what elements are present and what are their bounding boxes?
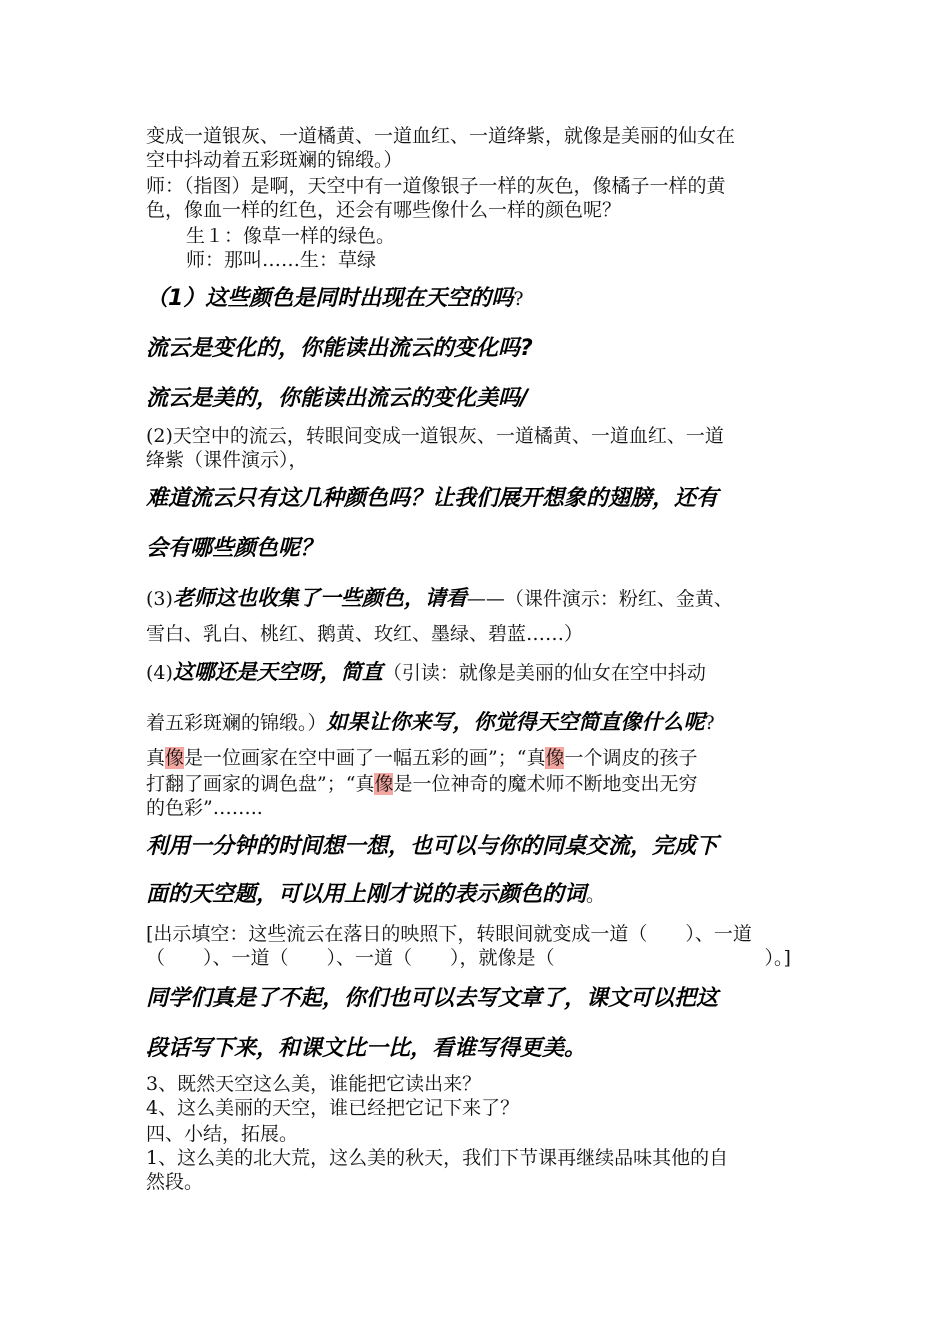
text-tail: 。 (586, 884, 606, 906)
fill-blank-line (146, 946, 791, 970)
text-line: 师：那叫……生：草绿 (186, 249, 377, 271)
text-line (146, 710, 715, 735)
text-part: （ ）、一道（ ）、一道（ ），就像是（ (146, 947, 555, 969)
question-line: 难道流云只有这几种颜色吗？让我们展开想象的翅膀，还有 (146, 486, 719, 511)
text-line (146, 746, 698, 770)
item-number: (4) (146, 662, 173, 684)
bold-text: 面的天空题，可以用上刚才说的表示颜色的词 (146, 882, 587, 907)
text-rest: （引读：就像是美丽的仙女在空中抖动 (382, 662, 706, 684)
text-line: 色，像血一样的红色，还会有哪些像什么一样的颜色呢？ (146, 199, 622, 221)
text-line: 绛紫（课件演示）， (146, 449, 308, 471)
question-line: 流云是变化的，你能读出流云的变化吗? (146, 336, 533, 361)
text-part: 是一位画家在空中画了一幅五彩的画”；“真 (184, 747, 546, 769)
question-line: 同学们真是了不起，你们也可以去写文章了，课文可以把这 (146, 986, 719, 1011)
text-start: 着五彩斑斓的锦缎。） (146, 712, 327, 734)
text-part: 打翻了画家的调色盘”；“真 (146, 773, 375, 795)
text-part: 一个调皮的孩子 (564, 747, 698, 769)
bold-text: （1）这些颜色是同时出现在天空的吗 (146, 286, 514, 311)
question-line: 会有哪些颜色呢？ (146, 536, 323, 561)
item-number: (3) (146, 588, 173, 610)
text-line: 生１：像草一样的绿色。 (186, 225, 396, 247)
text-tail: ? (704, 712, 715, 734)
question-line: 段话写下来，和课文比一比，看谁写得更美。 (146, 1036, 587, 1061)
text-line: 然段。 (146, 1171, 204, 1193)
text-line: (2)天空中的流云，转眼间变成一道银灰、一道橘黄、一道血红、一道 (146, 425, 724, 447)
text-rest: ——（课件演示：粉红、金黄、 (466, 588, 733, 610)
bold-text: 如果让你来写，你觉得天空简直像什么呢 (326, 710, 705, 734)
highlight-char: 像 (165, 747, 185, 769)
text-line (146, 586, 733, 611)
question-line (146, 284, 524, 314)
text-line: 3、既然天空这么美，谁能把它读出来？ (146, 1073, 482, 1095)
text-line (146, 660, 706, 685)
text-part: 是一位神奇的魔术师不断地变出无穷 (393, 773, 698, 795)
bold-text: 这哪还是天空呀，简直 (172, 660, 383, 684)
question-line: 利用一分钟的时间想一想，也可以与你的同桌交流，完成下 (146, 834, 719, 859)
text-line: 变成一道银灰、一道橘黄、一道血红、一道绛紫，就像是美丽的仙女在 (146, 125, 736, 147)
text-line: 1、这么美的北大荒，这么美的秋天，我们下节课再继续品味其他的自 (146, 1147, 729, 1169)
highlight-char: 像 (545, 747, 565, 769)
fill-blank-line: [出示填空：这些流云在落日的映照下，转眼间就变成一道（ ）、一道 (146, 923, 752, 945)
text-line: 4、这么美丽的天空，谁已经把它记下来了？ (146, 1097, 520, 1119)
text-line (146, 772, 697, 796)
text-part: ）。] (764, 947, 791, 969)
text-tail: ? (513, 288, 524, 310)
text-line: 四、小结，拓展。 (146, 1123, 299, 1145)
text-line: 的色彩”…….. (146, 797, 263, 819)
text-line: 雪白、乳白、桃红、鹅黄、玫红、墨绿、碧蓝……） (146, 623, 584, 645)
question-line (146, 880, 605, 910)
text-part: 真 (146, 747, 166, 769)
bold-text: 老师这也收集了一些颜色，请看 (172, 586, 467, 610)
question-line: 流云是美的，你能读出流云的变化美吗/ (146, 386, 529, 411)
text-line: 空中抖动着五彩斑斓的锦缎。） (146, 149, 403, 171)
text-line: 师：（指图）是啊，天空中有一道像银子一样的灰色，像橘子一样的黄 (146, 175, 726, 197)
highlight-char: 像 (374, 773, 394, 795)
